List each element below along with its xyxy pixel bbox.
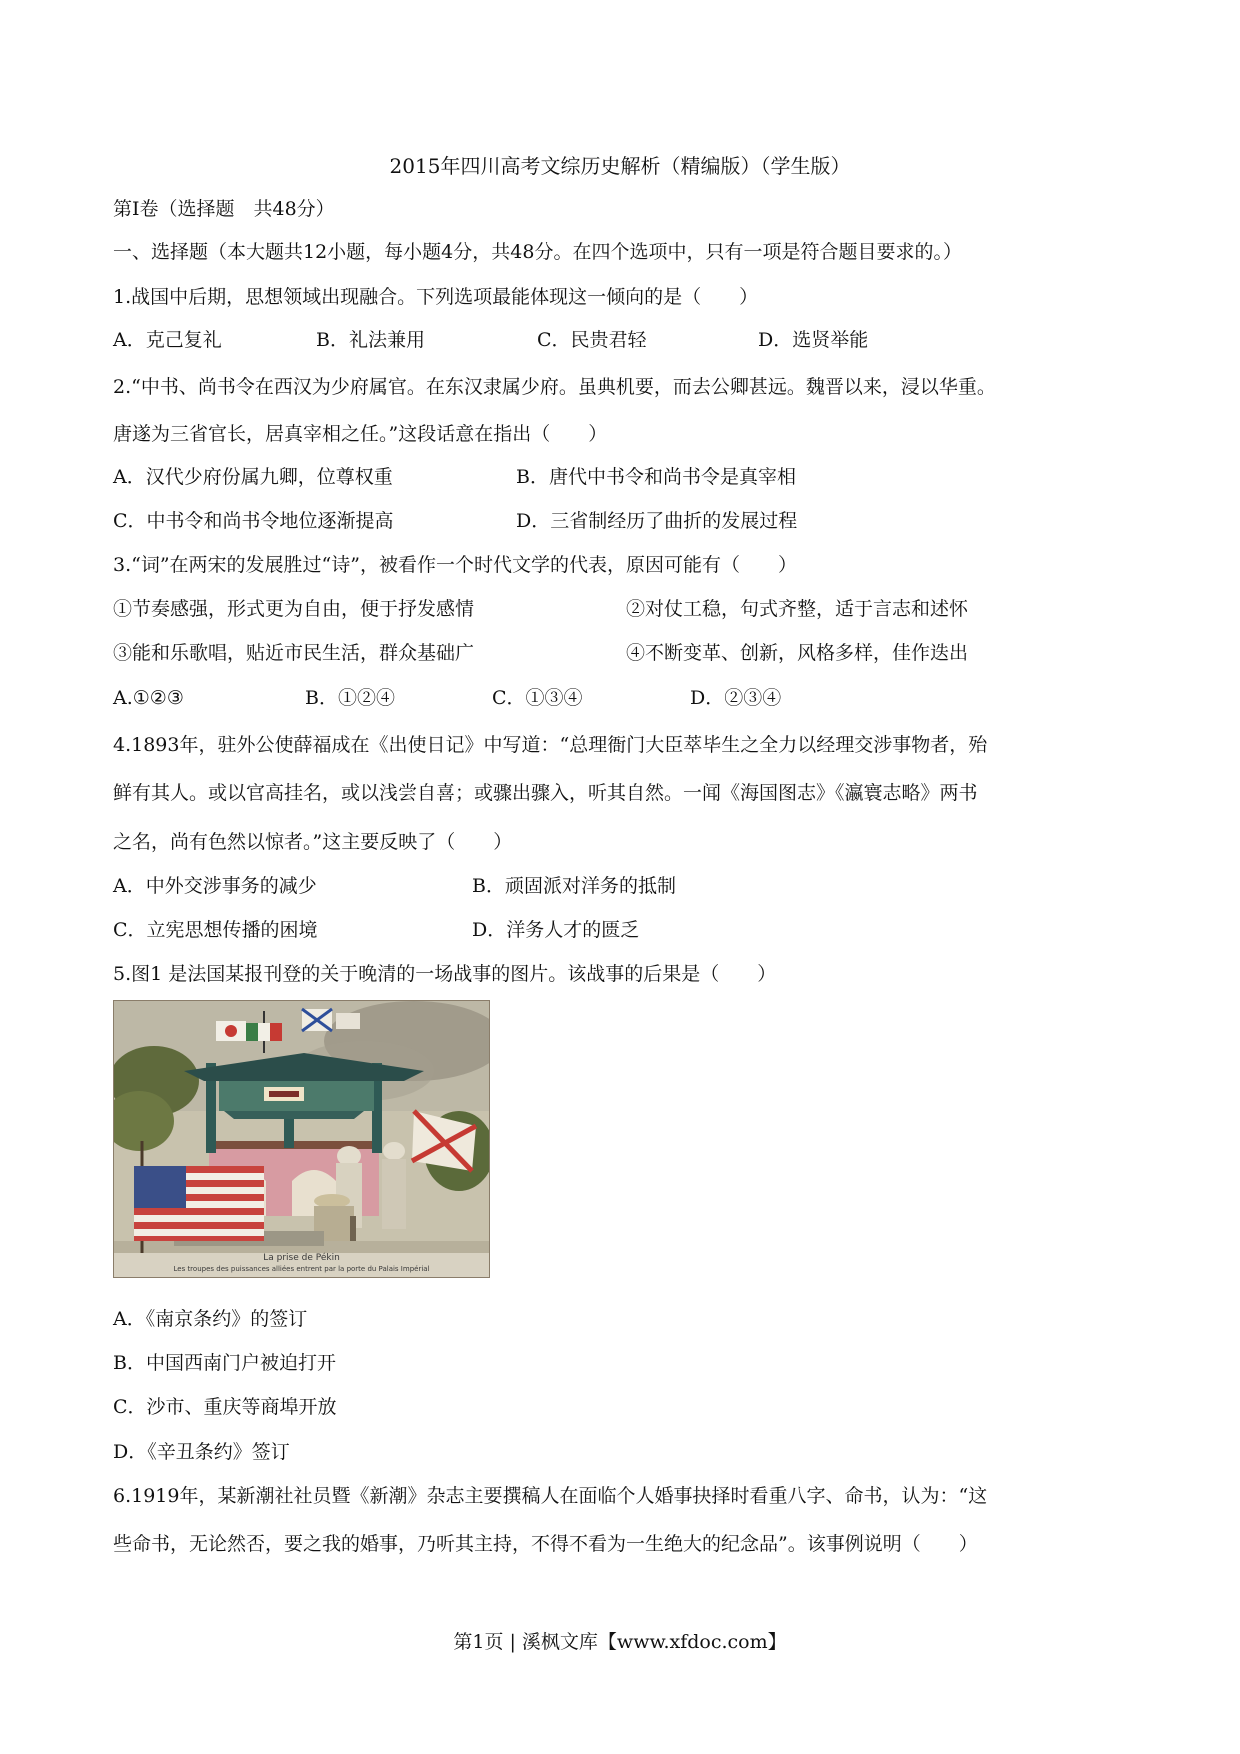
question-3-stem: 3.“词”在两宋的发展胜过“诗”，被看作一个时代文学的代表，原因可能有（ ） [113, 554, 797, 576]
question-3-item-1: ①节奏感强，形式更为自由，便于抒发感情 [113, 598, 475, 620]
figure-subcaption: Les troupes des puissances alliées entrent par la porte du Palais Impérial [173, 1265, 430, 1273]
question-1-option-b: B．礼法兼用 [316, 329, 425, 351]
question-4-stem-line-3: 之名，尚有色然以惊者。”这主要反映了（ ） [113, 831, 513, 853]
question-6-stem-line-1: 6.1919年，某新潮社社员暨《新潮》杂志主要撰稿人在面临个人婚事抉择时看重八字、命书，认为：“这 [113, 1485, 988, 1507]
question-5-option-d: D．《辛丑条约》签订 [113, 1441, 290, 1463]
instructions: 一、选择题（本大题共12小题，每小题4分，共48分。在四个选项中，只有一项是符合题目要求的。） [113, 241, 962, 263]
question-3-item-2: ②对仗工稳，句式齐整，适于言志和述怀 [626, 598, 969, 620]
question-2-stem-line-1: 2.“中书、尚书令在西汉为少府属官。在东汉隶属少府。虽典机要，而去公卿甚远。魏晋以来，浸以华重。 [113, 376, 996, 398]
question-2-option-a: A．汉代少府份属九卿，位尊权重 [113, 466, 393, 488]
question-2-stem-line-2: 唐遂为三省官长，居真宰相之任。”这段话意在指出（ ） [113, 423, 608, 445]
question-1-stem: 1.战国中后期，思想领域出现融合。下列选项最能体现这一倾向的是（ ） [113, 286, 759, 308]
question-3-option-a: A.①②③ [113, 687, 184, 709]
question-3-option-d: D．②③④ [690, 687, 782, 709]
question-5-stem: 5.图1 是法国某报刊登的关于晚清的一场战事的图片。该战事的后果是（ ） [113, 963, 777, 985]
page-footer: 第1页 | 溪枫文库【www.xfdoc.com】 [453, 1631, 787, 1653]
question-5-option-c: C．沙市、重庆等商埠开放 [113, 1396, 337, 1418]
figure-caption: La prise de Pékin [263, 1253, 340, 1263]
question-2-option-c: C．中书令和尚书令地位逐渐提高 [113, 510, 394, 532]
question-4-stem-line-2: 鲜有其人。或以官高挂名，或以浅尝自喜；或骤出骤入，听其自然。一闻《海国图志》《瀛寰志略》两书 [113, 782, 978, 804]
question-4-option-c: C．立宪思想传播的困境 [113, 919, 318, 941]
question-1-option-d: D．选贤举能 [758, 329, 869, 351]
section-heading: 第Ⅰ卷（选择题 共48分） [113, 198, 335, 220]
document-title: 2015年四川高考文综历史解析（精编版）（学生版） [389, 154, 851, 178]
question-3-item-4: ④不断变革、创新，风格多样，佳作迭出 [626, 642, 969, 664]
question-3-option-b: B．①②④ [305, 687, 395, 709]
question-5-option-b: B．中国西南门户被迫打开 [113, 1352, 336, 1374]
question-4-option-a: A．中外交涉事务的减少 [113, 875, 317, 897]
question-2-option-d: D．三省制经历了曲折的发展过程 [516, 510, 798, 532]
question-3-item-3: ③能和乐歌唱，贴近市民生活，群众基础广 [113, 642, 475, 664]
question-4-option-d: D．洋务人才的匮乏 [472, 919, 640, 941]
question-2-option-b: B．唐代中书令和尚书令是真宰相 [516, 466, 796, 488]
question-4-stem-line-1: 4.1893年，驻外公使薛福成在《出使日记》中写道：“总理衙门大臣萃毕生之全力以经理交涉事物者，殆 [113, 734, 988, 756]
question-6-stem-line-2: 些命书，无论然否，要之我的婚事，乃听其主持，不得不看为一生绝大的纪念品”。该事例说明（ ） [113, 1533, 978, 1555]
question-3-option-c: C．①③④ [492, 687, 583, 709]
figure-1-illustration [113, 1000, 490, 1278]
question-1-option-c: C．民贵君轻 [537, 329, 647, 351]
question-5-option-a: A．《南京条约》的签订 [113, 1308, 308, 1330]
question-4-option-b: B．顽固派对洋务的抵制 [472, 875, 676, 897]
peking-gate-illustration [114, 1001, 489, 1277]
question-1-option-a: A．克己复礼 [113, 329, 222, 351]
